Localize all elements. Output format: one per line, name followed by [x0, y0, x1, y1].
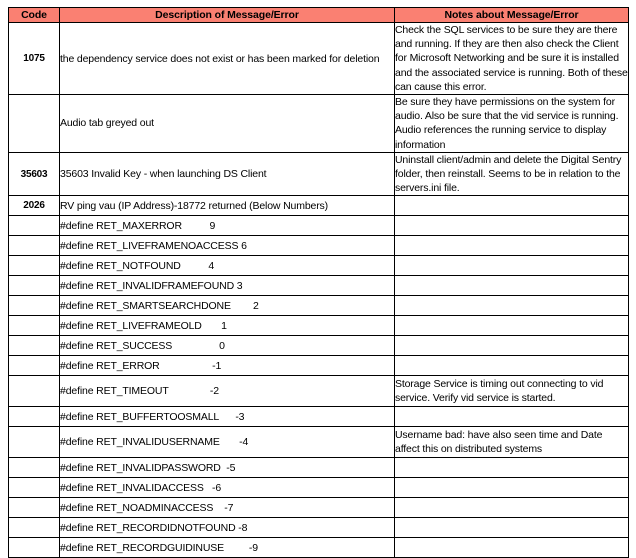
error-code-table: [8, 7, 629, 558]
cell-notes: [395, 276, 629, 296]
table-row: [9, 216, 629, 236]
column-header-notes: Notes about Message/Error: [395, 8, 629, 23]
table-row: [9, 427, 629, 458]
cell-notes: [395, 458, 629, 478]
table-row: [9, 538, 629, 558]
cell-description: #define RET_LIVEFRAMEOLD 1: [60, 316, 395, 336]
cell-notes: [395, 296, 629, 316]
cell-notes: [395, 196, 629, 216]
cell-description: #define RET_LIVEFRAMENOACCESS 6: [60, 236, 395, 256]
table-row: [9, 498, 629, 518]
table-row: [9, 518, 629, 538]
table-body: [9, 23, 629, 558]
cell-code: [9, 95, 60, 153]
cell-description: #define RET_INVALIDACCESS -6: [60, 478, 395, 498]
cell-code: [9, 478, 60, 498]
table-row: [9, 276, 629, 296]
cell-description: #define RET_SMARTSEARCHDONE 2: [60, 296, 395, 316]
cell-description: #define RET_MAXERROR 9: [60, 216, 395, 236]
cell-notes: [395, 316, 629, 336]
cell-code: [9, 458, 60, 478]
table-row: [9, 376, 629, 407]
cell-notes: [395, 498, 629, 518]
cell-description: #define RET_RECORDIDNOTFOUND -8: [60, 518, 395, 538]
table-row: [9, 236, 629, 256]
cell-code: [9, 356, 60, 376]
cell-code: [9, 376, 60, 407]
cell-notes: [395, 407, 629, 427]
table-row: [9, 478, 629, 498]
cell-description: #define RET_BUFFERTOOSMALL -3: [60, 407, 395, 427]
table-row: [9, 95, 629, 153]
table-row: [9, 152, 629, 196]
table-row: [9, 407, 629, 427]
cell-description: #define RET_INVALIDPASSWORD -5: [60, 458, 395, 478]
cell-notes: [395, 478, 629, 498]
cell-code: [9, 276, 60, 296]
cell-notes: [395, 538, 629, 558]
cell-code: [9, 296, 60, 316]
cell-code: 35603: [9, 152, 60, 196]
cell-code: [9, 256, 60, 276]
cell-description: #define RET_INVALIDFRAMEFOUND 3: [60, 276, 395, 296]
cell-code: [9, 538, 60, 558]
table-row: [9, 296, 629, 316]
cell-description: 35603 Invalid Key - when launching DS Client: [60, 152, 395, 196]
cell-notes: Uninstall client/admin and delete the Digital Sentry folder, then reinstall. Seems to be in relation to the servers.ini file.: [395, 152, 629, 196]
cell-code: [9, 216, 60, 236]
table-row: [9, 23, 629, 95]
table-row: [9, 356, 629, 376]
cell-code: 1075: [9, 23, 60, 95]
cell-notes: [395, 356, 629, 376]
cell-code: [9, 236, 60, 256]
column-header-code: Code: [9, 8, 60, 23]
column-header-description: Description of Message/Error: [60, 8, 395, 23]
cell-notes: Storage Service is timing out connecting to vid service. Verify vid service is started.: [395, 376, 629, 407]
cell-description: #define RET_SUCCESS 0: [60, 336, 395, 356]
cell-description: #define RET_NOTFOUND 4: [60, 256, 395, 276]
cell-notes: [395, 518, 629, 538]
cell-notes: [395, 336, 629, 356]
cell-description: #define RET_NOADMINACCESS -7: [60, 498, 395, 518]
cell-code: [9, 316, 60, 336]
cell-description: RV ping vau (IP Address)-18772 returned (Below Numbers): [60, 196, 395, 216]
cell-description: #define RET_ERROR -1: [60, 356, 395, 376]
cell-description: #define RET_INVALIDUSERNAME -4: [60, 427, 395, 458]
table-row: [9, 458, 629, 478]
cell-code: [9, 518, 60, 538]
cell-code: [9, 427, 60, 458]
cell-notes: [395, 256, 629, 276]
cell-description: the dependency service does not exist or has been marked for deletion: [60, 23, 395, 95]
table-header-row: [9, 8, 629, 23]
table-row: [9, 196, 629, 216]
cell-notes: [395, 216, 629, 236]
cell-notes: Be sure they have permissions on the system for audio. Also be sure that the vid service is running. Audio references the running service to display information: [395, 95, 629, 153]
table-row: [9, 256, 629, 276]
cell-code: [9, 336, 60, 356]
table-row: [9, 336, 629, 356]
table-row: [9, 316, 629, 336]
cell-description: Audio tab greyed out: [60, 95, 395, 153]
table-header: [9, 8, 629, 23]
cell-notes: Username bad: have also seen time and Date affect this on distributed systems: [395, 427, 629, 458]
cell-description: #define RET_TIMEOUT -2: [60, 376, 395, 407]
cell-code: [9, 407, 60, 427]
cell-code: [9, 498, 60, 518]
cell-description: #define RET_RECORDGUIDINUSE -9: [60, 538, 395, 558]
cell-code: 2026: [9, 196, 60, 216]
cell-notes: Check the SQL services to be sure they are there and running. If they are then also check the Client for Microsoft Networking and be sure it is installed and the associated service is running. Both of these can cause this error.: [395, 24, 628, 93]
cell-notes: [395, 236, 629, 256]
